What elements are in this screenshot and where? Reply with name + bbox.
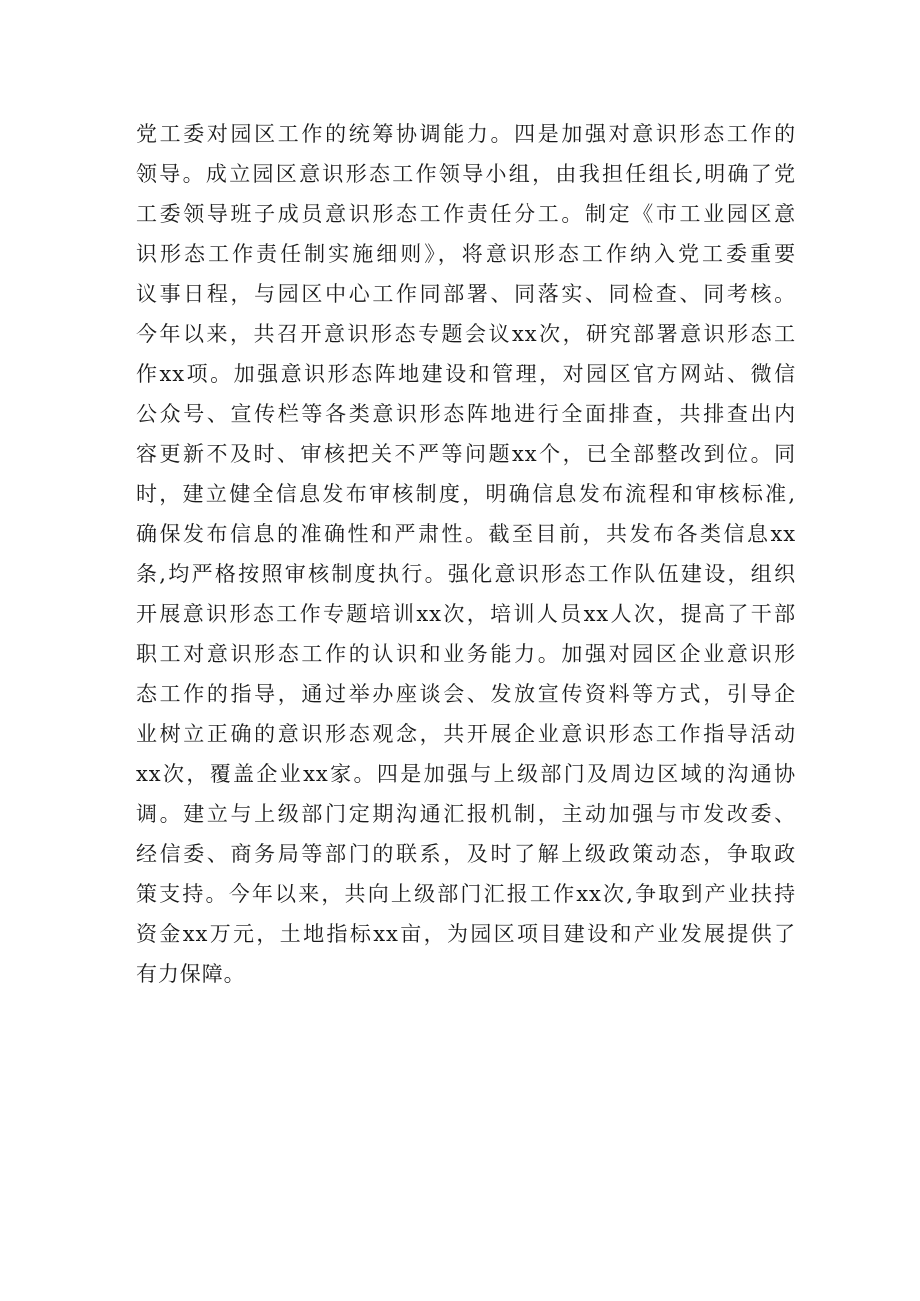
paragraph-line: 确保发布信息的准确性和严肃性。截至目前，共发布各类信息xx	[136, 522, 796, 546]
paragraph-line: 态工作的指导，通过举办座谈会、发放宣传资料等方式，引导企	[136, 682, 796, 706]
paragraph-line: 公众号、宣传栏等各类意识形态阵地进行全面排查，共排查出内	[136, 402, 796, 426]
paragraph-line: 调。建立与上级部门定期沟通汇报机制，主动加强与市发改委、	[136, 802, 796, 826]
paragraph-line: 经信委、商务局等部门的联系，及时了解上级政策动态，争取政	[136, 842, 796, 866]
paragraph-line: 有力保障。	[136, 962, 246, 986]
paragraph-line: 识形态工作责任制实施细则》，将意识形态工作纳入党工委重要	[136, 242, 796, 266]
paragraph-line: 条,均严格按照审核制度执行。强化意识形态工作队伍建设，组织	[136, 562, 796, 586]
paragraph-line: 领导。成立园区意识形态工作领导小组，由我担任组长,明确了党	[136, 162, 796, 186]
paragraph-line: 职工对意识形态工作的认识和业务能力。加强对园区企业意识形	[136, 642, 796, 666]
paragraph-line: 容更新不及时、审核把关不严等问题xx个，已全部整改到位。同	[136, 442, 796, 466]
paragraph-line: 业树立正确的意识形态观念，共开展企业意识形态工作指导活动	[136, 722, 796, 746]
paragraph-line: 作xx项。加强意识形态阵地建设和管理，对园区官方网站、微信	[136, 362, 796, 386]
paragraph-line: 策支持。今年以来，共向上级部门汇报工作xx次,争取到产业扶持	[136, 882, 796, 906]
paragraph-line: 党工委对园区工作的统筹协调能力。四是加强对意识形态工作的	[136, 122, 796, 146]
paragraph-line: 资金xx万元，土地指标xx亩，为园区项目建设和产业发展提供了	[136, 922, 796, 946]
paragraph-line: 议事日程，与园区中心工作同部署、同落实、同检查、同考核。	[136, 282, 796, 306]
paragraph-line: 开展意识形态工作专题培训xx次，培训人员xx人次，提高了干部	[136, 602, 796, 626]
body-paragraph	[136, 114, 796, 994]
paragraph-line: 今年以来，共召开意识形态专题会议xx次，研究部署意识形态工	[136, 322, 796, 346]
paragraph-line: xx次，覆盖企业xx家。四是加强与上级部门及周边区域的沟通协	[136, 762, 796, 786]
paragraph-line: 时，建立健全信息发布审核制度，明确信息发布流程和审核标准,	[136, 482, 796, 506]
paragraph-line: 工委领导班子成员意识形态工作责任分工。制定《市工业园区意	[136, 202, 796, 226]
